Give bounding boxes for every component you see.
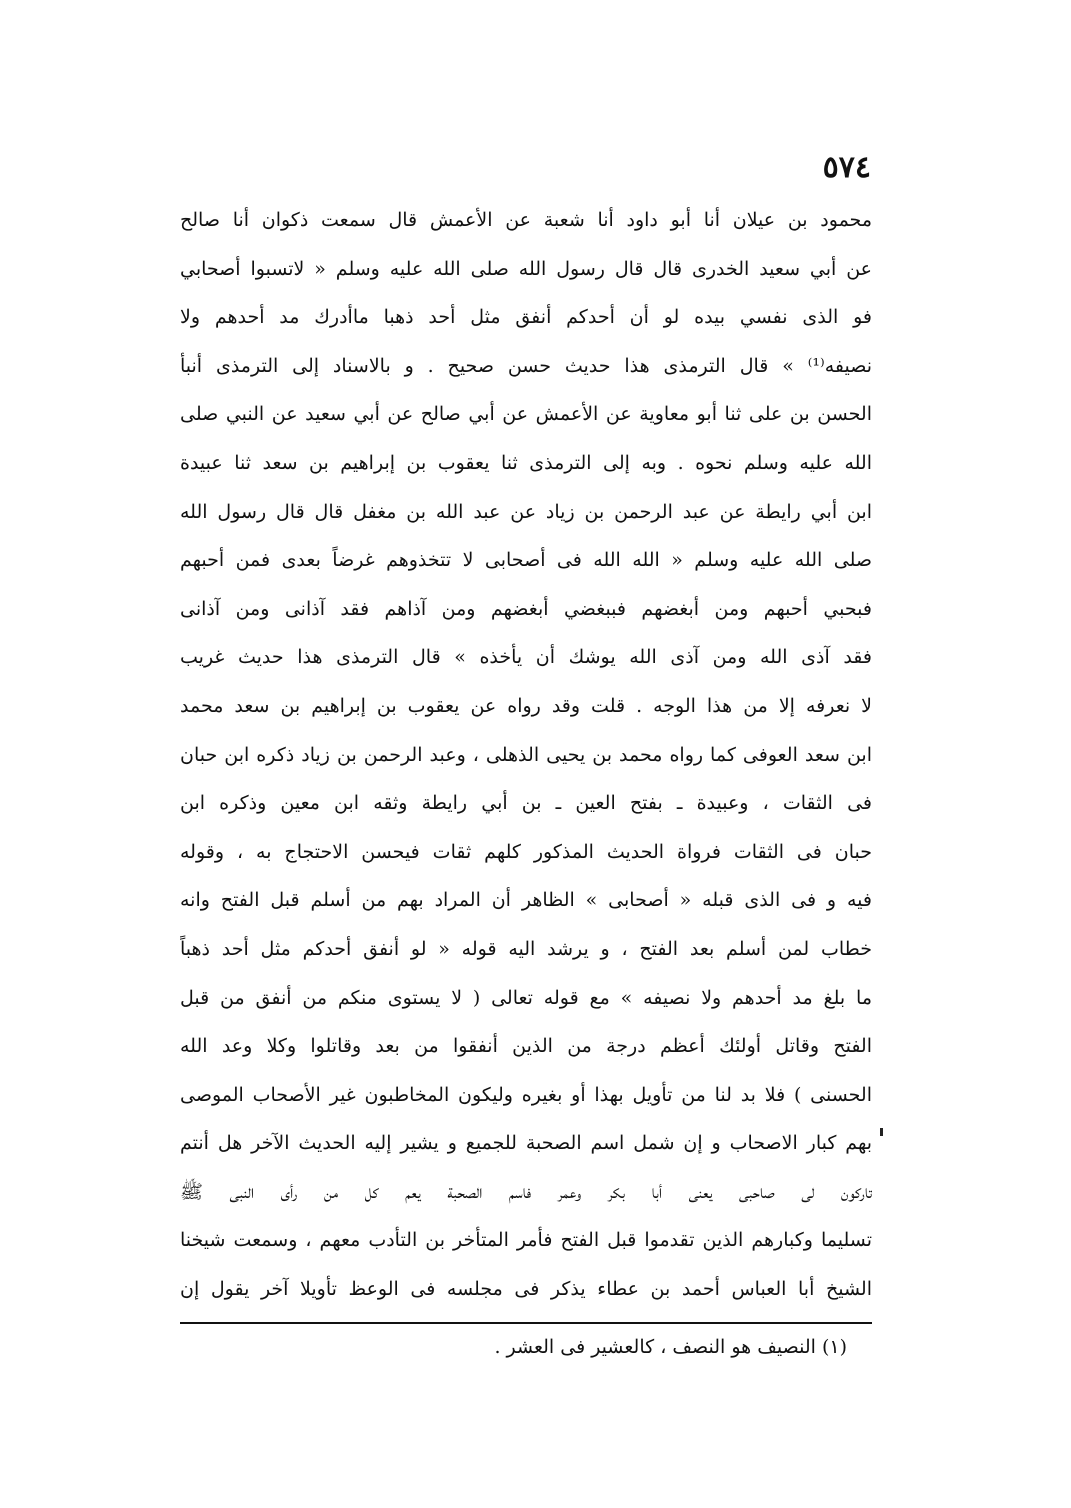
text-line: صلى الله عليه وسلم « الله الله فى أصحابى لا تتخذوهم غرضاً بعدى فمن أحبهم (180, 549, 872, 572)
footnote-divider (180, 1322, 872, 1324)
text-line: فقد آذى الله ومن آذى الله يوشك أن يأخذه » قال الترمذى هذا حديث غريب (180, 646, 872, 669)
text-line: الفتح وقاتل أولئك أعظم درجة من الذين أنفقوا من بعد وقاتلوا وكلا وعد الله (180, 1035, 872, 1058)
text-line: فيه و فى الذى قبله « أصحابى » الظاهر أن المراد بهم من أسلم قبل الفتح وانه (180, 889, 872, 912)
text-line: ابن أبي رايطة عن عبد الرحمن بن زياد عن عبد الله بن مغفل قال قال رسول الله (180, 500, 872, 523)
page-number: ٥٧٤ (822, 150, 871, 185)
text-line: فو الذى نفسي بيده لو أن أحدكم أنفق مثل أحد ذهبا ماأدرك مد أحدهم ولا (180, 306, 872, 329)
text-line: ابن سعد العوفى كما رواه محمد بن يحيى الذهلى ، وعبد الرحمن بن زياد ذكره ابن حبان (180, 743, 872, 766)
text-line: الشيخ أبا العباس أحمد بن عطاء يذكر فى مجلسه فى الوعظ تأويلا آخر يقول إن (180, 1278, 872, 1301)
main-text-block (180, 196, 872, 1314)
text-line: عن أبي سعيد الخدرى قال قال رسول الله صلى الله عليه وسلم « لاتسبوا أصحابي (180, 257, 872, 280)
text-line: تسليما وكبارهم الذين تقدموا قبل الفتح فأمر المتأخر بن التأدب معهم ، وسمعت شيخنا (180, 1229, 872, 1252)
text-line: فبحبي أحبهم ومن أبغضهم فببغضي أبغضهم ومن آذاهم فقد آذانى ومن آذانى (180, 597, 872, 620)
text-line: تاركون لى صاحبى يعنى أبا بكر وعمر فاسم الصحبة يعم كل من رأى النبى ﷺ (180, 1180, 872, 1203)
text-line: فى الثقات ، وعبيدة ـ بفتح العين ـ بن أبي رايطة وثقه ابن معين وذكره ابن (180, 792, 872, 815)
text-line: الحسنى ) فلا بد لنا من تأويل بهذا أو بغيره وليكون المخاطبون غير الأصحاب الموصى (180, 1083, 872, 1106)
text-line: محمود بن عيلان أنا أبو داود أنا شعبة عن الأعمش قال سمعت ذكوان أنا صالح (180, 209, 872, 231)
text-line: خطاب لمن أسلم بعد الفتح ، و يرشد اليه قوله « لو أنفق أحدكم مثل أحد ذهباً (180, 937, 872, 960)
text-line: نصيفه⁽¹⁾ » قال الترمذى هذا حديث حسن صحيح . و بالاسناد إلى الترمذى أنبأ (180, 354, 872, 377)
text-line: لا نعرفه إلا من هذا الوجه . قلت وقد رواه عن يعقوب بن إبراهيم بن سعد محمد (180, 694, 872, 717)
text-line: بهم كبار الاصحاب و إن شمل اسم الصحبة للجميع و يشير إليه الحديث الآخر هل أنتم (180, 1132, 872, 1155)
text-line: ما بلغ مد أحدهم ولا نصيفه » مع قوله تعالى ( لا يستوى منكم من أنفق من قبل (180, 986, 872, 1009)
footnote: (١) النصيف هو النصف ، كالعشير فى العشر . (494, 1336, 847, 1358)
text-line: الحسن بن على ثنا أبو معاوية عن الأعمش عن أبي صالح عن أبي سعيد عن النبي صلى (180, 403, 872, 426)
text-line: حبان فى الثقات فرواة الحديث المذكور كلهم ثقات فيحسن الاحتجاج به ، وقوله (180, 840, 872, 863)
text-line: الله عليه وسلم نحوه . وبه إلى الترمذى ثنا يعقوب بن إبراهيم بن سعد ثنا عبيدة (180, 451, 872, 474)
margin-mark (880, 1128, 883, 1136)
